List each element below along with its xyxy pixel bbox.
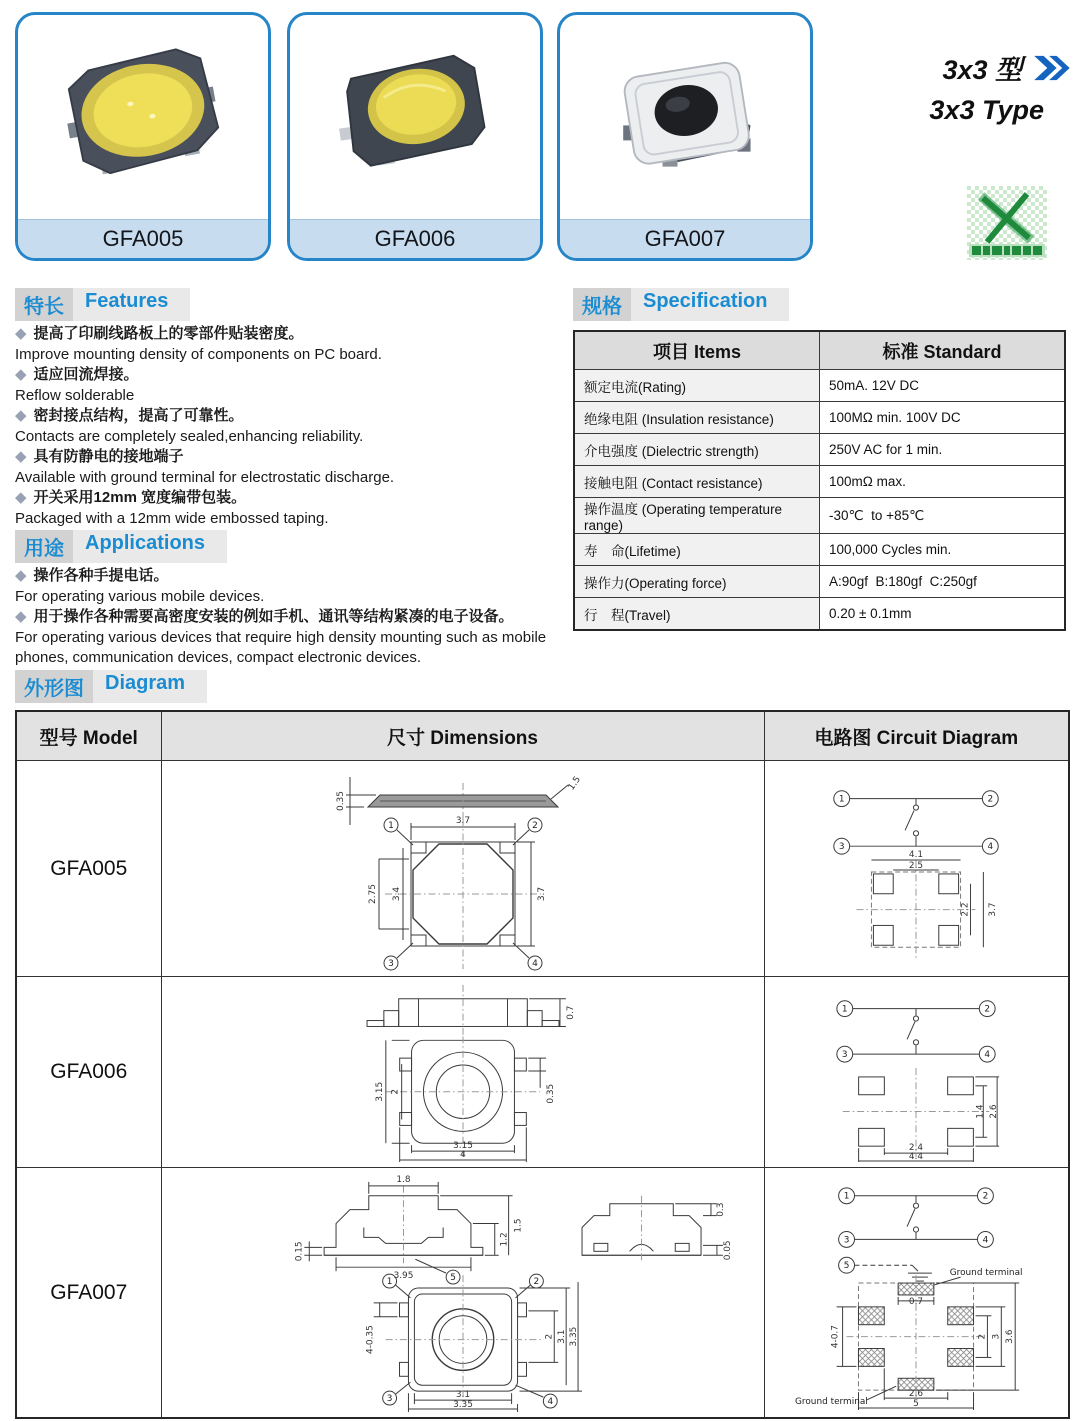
diagram-col-dims: 尺寸 Dimensions — [161, 711, 764, 761]
double-arrow-icon — [1032, 54, 1070, 82]
applications-title-en: Applications — [73, 530, 227, 563]
product-photo-gfa005 — [18, 15, 268, 219]
dim-label: 2.2 — [960, 902, 971, 917]
dim-label: 1.2 — [499, 1232, 510, 1247]
spec-item-cell: 接触电阻 (Contact resistance) — [574, 466, 820, 498]
dim-label: 0.3 — [715, 1202, 726, 1217]
terminal-number: 1 — [842, 1004, 848, 1015]
specification-title-en: Specification — [631, 288, 789, 321]
spec-value-cell: -30℃ to +85℃ — [820, 498, 1066, 534]
features-tab-cn: 特长 — [15, 288, 73, 321]
product-card-gfa005 — [15, 12, 271, 261]
spec-value-cell: 0.20 ± 0.1mm — [820, 598, 1066, 631]
diagram-col-circuit: 电路图 Circuit Diagram — [764, 711, 1069, 761]
diamond-bullet-icon: ◆ — [15, 325, 27, 342]
application-item-cn: ◆ 用于操作各种需要高密度安装的例如手机、通讯等结构紧凑的电子设备。 — [15, 608, 514, 625]
applications-tab-cn: 用途 — [15, 530, 73, 563]
terminal-number: 4 — [546, 1397, 553, 1408]
spec-value-cell: 100MΩ min. 100V DC — [820, 402, 1066, 434]
diagram-title-en: Diagram — [93, 670, 207, 703]
dim-label: 3.1 — [455, 1390, 470, 1401]
terminal-number: 2 — [533, 1277, 539, 1288]
gfa006-circuit-cell — [764, 977, 1069, 1168]
terminal-number: 4 — [984, 1050, 991, 1061]
dim-label: 3.15 — [452, 1141, 473, 1152]
diamond-bullet-icon: ◆ — [15, 366, 27, 383]
diagram-header-row — [16, 711, 1069, 761]
gfa005-dims-cell — [161, 761, 764, 977]
spec-item-cell: 介电强度 (Dielectric strength) — [574, 434, 820, 466]
model-cell: GFA005 — [16, 761, 161, 977]
spec-row — [574, 598, 1065, 631]
feature-item-en: Reflow solderable — [15, 386, 135, 404]
applications-list — [15, 566, 575, 669]
product-label: GFA007 — [560, 219, 810, 258]
gfa007-dims-cell — [161, 1168, 764, 1419]
dim-label: 2 — [390, 1088, 401, 1095]
gfa007-dimensions-drawing — [163, 1168, 763, 1412]
gfa006-circuit-drawing — [766, 977, 1066, 1162]
dim-label: 0.35 — [545, 1083, 556, 1104]
diagram-col-model: 型号 Model — [16, 711, 161, 761]
dim-label: 0.7 — [565, 1005, 576, 1020]
terminal-number: 1 — [839, 794, 845, 805]
spec-value-cell: A:90gf B:180gf C:250gf — [820, 566, 1066, 598]
features-title-en: Features — [73, 288, 190, 321]
type-label-cn: 3x3 型 — [942, 55, 1022, 85]
features-list — [15, 324, 563, 529]
terminal-number: 4 — [531, 959, 538, 969]
model-cell: GFA007 — [16, 1168, 161, 1419]
terminal-number: 3 — [839, 842, 845, 853]
type-block — [860, 48, 1070, 126]
dim-label: 1.5 — [566, 774, 583, 793]
product-photo-gfa007 — [560, 15, 810, 219]
gfa006-dims-cell — [161, 977, 764, 1168]
ground-terminal-label: Ground terminal — [795, 1397, 869, 1408]
dim-label: 2.75 — [367, 883, 378, 905]
spec-row — [574, 434, 1065, 466]
dim-label: 3 — [991, 1333, 1002, 1340]
gfa006-dimensions-drawing — [163, 977, 763, 1162]
spec-col-standard: 标准 Standard — [820, 331, 1066, 370]
specification-tab-cn: 规格 — [573, 288, 631, 321]
diagram-tab-cn: 外形图 — [15, 670, 93, 703]
terminal-number: 1 — [387, 821, 394, 831]
feature-item-cn: ◆ 密封接点结构，提高了可靠性。 — [15, 407, 244, 424]
dim-label: 3.4 — [391, 886, 402, 902]
dim-label: 2 — [977, 1333, 988, 1340]
dim-label: 2.6 — [989, 1104, 1000, 1119]
gfa007-circuit-cell — [764, 1168, 1069, 1419]
diagram-row-gfa005 — [16, 761, 1069, 977]
product-card-gfa007 — [557, 12, 813, 261]
type-label-en: 3x3 Type — [929, 95, 1044, 125]
spec-item-cell: 绝缘电阻 (Insulation resistance) — [574, 402, 820, 434]
spec-value-cell: 50mA. 12V DC — [820, 370, 1066, 402]
product-label: GFA005 — [18, 219, 268, 258]
feature-item-cn: ◆ 适应回流焊接。 — [15, 366, 139, 383]
dim-label: 0.05 — [722, 1240, 733, 1261]
spec-value-cell: 100,000 Cycles min. — [820, 534, 1066, 566]
dim-label: 4 — [459, 1150, 466, 1161]
dim-label: 4-0.7 — [830, 1325, 841, 1349]
dim-label: 3.95 — [393, 1271, 413, 1282]
dim-label: 4-0.35 — [365, 1325, 376, 1354]
feature-item-en: Improve mounting density of components on PC board. — [15, 345, 382, 363]
feature-item-cn: ◆ 开关采用12mm 宽度编带包装。 — [15, 489, 247, 506]
spec-value-cell: 100mΩ max. — [820, 466, 1066, 498]
spec-item-cell: 操作温度 (Operating temperature range) — [574, 498, 820, 534]
product-photo-gfa006 — [290, 15, 540, 219]
application-item-cn: ◆ 操作各种手提电话。 — [15, 567, 169, 584]
dim-label: 2 — [543, 1333, 554, 1340]
terminal-number: 3 — [842, 1050, 848, 1061]
terminal-number: 5 — [843, 1261, 850, 1272]
gfa006-photo-svg — [312, 27, 518, 207]
spec-value-cell: 250V AC for 1 min. — [820, 434, 1066, 466]
diagram-header — [15, 670, 207, 703]
dim-label: 0.35 — [335, 790, 346, 812]
cert-logo — [967, 186, 1047, 265]
gfa007-photo-svg — [582, 27, 788, 207]
ground-terminal-label: Ground terminal — [949, 1268, 1023, 1279]
feature-item-en: Available with ground terminal for electrostatic discharge. — [15, 468, 395, 486]
dim-label: 3.7 — [988, 902, 999, 917]
terminal-number: 2 — [984, 1004, 991, 1015]
product-label: GFA006 — [290, 219, 540, 258]
applications-header — [15, 530, 227, 563]
terminal-number: 3 — [386, 1394, 392, 1405]
specification-header — [573, 288, 789, 321]
spec-item-cell: 行 程(Travel) — [574, 598, 820, 631]
spec-col-items: 项目 Items — [574, 331, 820, 370]
dim-label: 3.1 — [556, 1329, 567, 1344]
terminal-number: 2 — [987, 794, 994, 805]
dim-label: 3.35 — [452, 1400, 473, 1411]
diagram-table — [15, 710, 1070, 1419]
diamond-bullet-icon: ◆ — [15, 608, 27, 625]
diagram-row-gfa007 — [16, 1168, 1069, 1419]
dim-label: 1.8 — [395, 1174, 411, 1185]
feature-item-cn: ◆ 提高了印刷线路板上的零部件贴装密度。 — [15, 325, 304, 342]
dim-label: 5 — [913, 1399, 920, 1410]
gfa005-circuit-cell — [764, 761, 1069, 977]
gfa005-photo-svg — [40, 27, 246, 207]
terminal-number: 1 — [843, 1191, 850, 1202]
spec-row — [574, 498, 1065, 534]
dim-label: 4.4 — [909, 1152, 924, 1162]
dim-label: 3.7 — [455, 816, 470, 826]
terminal-number: 3 — [387, 959, 394, 969]
diamond-bullet-icon: ◆ — [15, 407, 27, 424]
dim-label: 1.4 — [975, 1104, 986, 1119]
dim-label: 2.6 — [909, 1389, 924, 1400]
terminal-number: 2 — [531, 821, 538, 831]
model-cell: GFA006 — [16, 977, 161, 1168]
dim-label: 0.7 — [909, 1296, 924, 1307]
dim-label: 3.15 — [374, 1081, 385, 1102]
dim-label: 3.6 — [1005, 1329, 1016, 1344]
terminal-number: 2 — [982, 1191, 989, 1202]
dim-label: 4.1 — [909, 850, 924, 861]
spec-table — [573, 330, 1066, 631]
features-header — [15, 288, 190, 321]
gfa005-circuit-drawing — [766, 761, 1066, 971]
spec-header-row — [574, 331, 1065, 370]
terminal-number: 5 — [449, 1273, 456, 1284]
dim-label: 2.4 — [909, 1143, 924, 1154]
feature-item-en: Packaged with a 12mm wide embossed taping. — [15, 509, 329, 527]
application-item-en: For operating various devices that require high density mounting such as mobile phones, communication devices, compact electronic devices. — [15, 628, 547, 666]
spec-row — [574, 566, 1065, 598]
product-card-gfa006 — [287, 12, 543, 261]
dim-label: 3.35 — [568, 1326, 579, 1347]
spec-item-cell: 操作力(Operating force) — [574, 566, 820, 598]
diamond-bullet-icon: ◆ — [15, 567, 27, 584]
spec-item-cell: 额定电流(Rating) — [574, 370, 820, 402]
dim-label: 1.5 — [513, 1218, 524, 1233]
application-item-en: For operating various mobile devices. — [15, 587, 265, 605]
diamond-bullet-icon: ◆ — [15, 448, 27, 465]
dim-label: 0.15 — [293, 1241, 304, 1262]
spec-row — [574, 370, 1065, 402]
terminal-number: 3 — [843, 1235, 850, 1246]
terminal-number: 4 — [987, 842, 994, 853]
spec-row — [574, 534, 1065, 566]
dim-label: 3.7 — [536, 886, 547, 902]
spec-row — [574, 466, 1065, 498]
spec-item-cell: 寿 命(Lifetime) — [574, 534, 820, 566]
terminal-number: 1 — [386, 1277, 392, 1288]
dim-label: 2.5 — [909, 860, 924, 871]
terminal-number: 4 — [982, 1235, 989, 1246]
diagram-row-gfa006 — [16, 977, 1069, 1168]
diamond-bullet-icon: ◆ — [15, 489, 27, 506]
feature-item-cn: ◆ 具有防静电的接地端子 — [15, 448, 184, 465]
gfa007-circuit-drawing — [766, 1168, 1066, 1412]
feature-item-en: Contacts are completely sealed,enhancing reliability. — [15, 427, 364, 445]
cert-logo-svg — [967, 186, 1047, 260]
spec-row — [574, 402, 1065, 434]
gfa005-dimensions-drawing — [163, 761, 763, 971]
